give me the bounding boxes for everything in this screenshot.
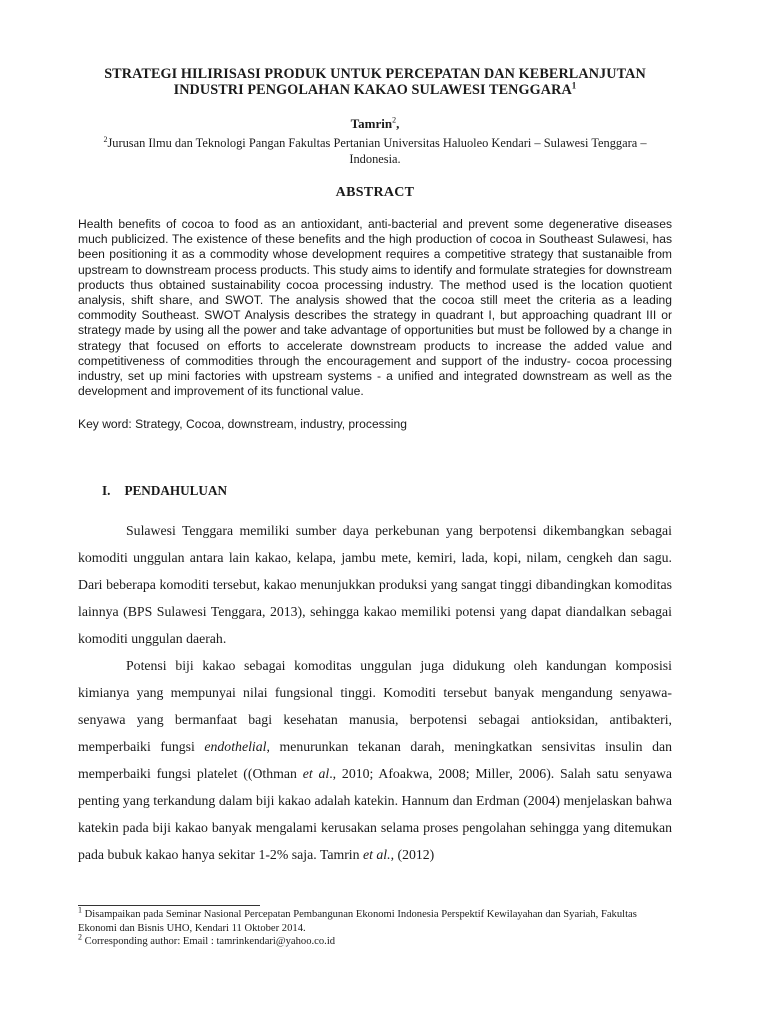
affiliation — [98, 135, 652, 167]
footnote-2 — [78, 932, 678, 949]
author-suffix: , — [396, 116, 400, 131]
author-name: Tamrin — [350, 116, 393, 131]
footnote-2-text: Corresponding author: Email : tamrinkendari@yahoo.co.id — [82, 936, 336, 947]
section-title: PENDAHULUAN — [124, 483, 228, 499]
paragraph-2-part-b: , menurunkan tekanan darah, meningkatkan sensivitas insulin dan memperbaiki fungsi platelet ((Othman — [78, 739, 673, 782]
footnote-2-marker: 2 — [78, 932, 82, 942]
italic-endothelial: endothelial — [204, 739, 267, 755]
section-number: I. — [102, 483, 111, 499]
title-line-1: STRATEGI HILIRISASI PRODUK UNTUK PERCEPATAN DAN KEBERLANJUTAN — [104, 66, 646, 82]
paragraph-2-part-c: ., 2010; Afoakwa, 2008; Miller, 2006). Salah satu senyawa penting yang terkandung dalam biji kakao adalah katekin. Hannum dan Erdman (2004) menjelaskan bahwa katekin pada biji kakao banyak mengalami kerusakan selama proses pengolahan sehingga yang ditemukan pada bubuk kakao hanya sekitar 1-2% saja. Tamrin — [78, 766, 673, 863]
paragraph-2 — [78, 652, 672, 868]
body-text — [78, 517, 672, 868]
paragraph-1: Sulawesi Tenggara memiliki sumber daya perkebunan yang berpotensi dikembangkan sebagai komoditi unggulan antara lain kakao, kelapa, jambu mete, kemiri, lada, kopi, nilam, cengkeh dan sagu. Dari beberapa komoditi tersebut, kakao menunjukkan produksi yang sangat tinggi dibandingkan komoditas lainnya (BPS Sulawesi Tenggara, 2013), sehingga kakao memiliki potensi yang dapat diandalkan sebagai komoditi unggulan daerah. — [78, 523, 672, 647]
title-line-2: INDUSTRI PENGOLAHAN KAKAO SULAWESI TENGGARA — [173, 82, 572, 98]
keywords: Key word: Strategy, Cocoa, downstream, industry, processing — [78, 417, 407, 432]
author-line — [78, 116, 672, 132]
footnotes — [78, 905, 678, 949]
paper-title — [78, 66, 672, 98]
footnote-1-text: Disampaikan pada Seminar Nasional Percepatan Pembangunan Ekonomi Indonesia Perspektif Kewilayahan dan Syariah, Fakultas Ekonomi dan Bisnis UHO, Kendari 11 Oktober 2014. — [78, 909, 637, 934]
paragraph-2-part-d: , (2012) — [390, 847, 435, 863]
section-heading — [102, 483, 672, 499]
author-footnote-marker: 2 — [392, 115, 397, 125]
abstract-text: Health benefits of cocoa to food as an antioxidant, anti-bacterial and prevent some degenerative diseases much publicized. The existence of these benefits and the high production of cocoa in Southeast Sulawesi, has been positioning it as a commodity whose development requires a competitive strategy that sustanaible from upstream to downstream process products. This study aims to identify and formulate strategies for downstream products thus obtained sustainability cocoa processing industry. The method used is the location quotient analysis, shift share, and SWOT. The analysis showed that the cocoa still meet the criteria as a leading commodity Southeast. SWOT Analysis describes the strategy in quadrant I, but approaching quadrant III or strategy made by using all the power and take advantage of opportunities but must be followed by a change in strategy that focused on efforts to accelerate downstream products to increase the added value and competitiveness of commodities through the encouragement and support of the industry- cocoa processing industry, set up mini factories with upstream systems - a unified and integrated downstream as well as the development and improvement of its functional value. — [78, 217, 672, 399]
affiliation-marker: 2 — [103, 134, 108, 144]
paragraph-2-part-a: Potensi biji kakao sebagai komoditas unggulan juga didukung oleh kandungan komposisi kimianya yang mempunyai nilai fungsional tinggi. Komoditi tersebut banyak mengandung senyawa-senyawa yang bermanfaat bagi kesehatan manusia, berpotensi sebagai antioksidan, antibakteri, memperbaiki fungsi — [78, 658, 672, 755]
abstract-heading: ABSTRACT — [335, 185, 415, 200]
footnote-1 — [78, 905, 678, 935]
footnote-divider — [78, 905, 260, 906]
footnote-1-marker: 1 — [78, 905, 82, 915]
affiliation-text: Jurusan Ilmu dan Teknologi Pangan Fakultas Pertanian Universitas Haluoleo Kendari – Sulawesi Tenggara – Indonesia. — [107, 136, 647, 166]
italic-et-al-2: et al. — [362, 847, 391, 863]
title-footnote-marker: 1 — [571, 80, 577, 91]
italic-et-al-1: et al — [302, 766, 330, 782]
